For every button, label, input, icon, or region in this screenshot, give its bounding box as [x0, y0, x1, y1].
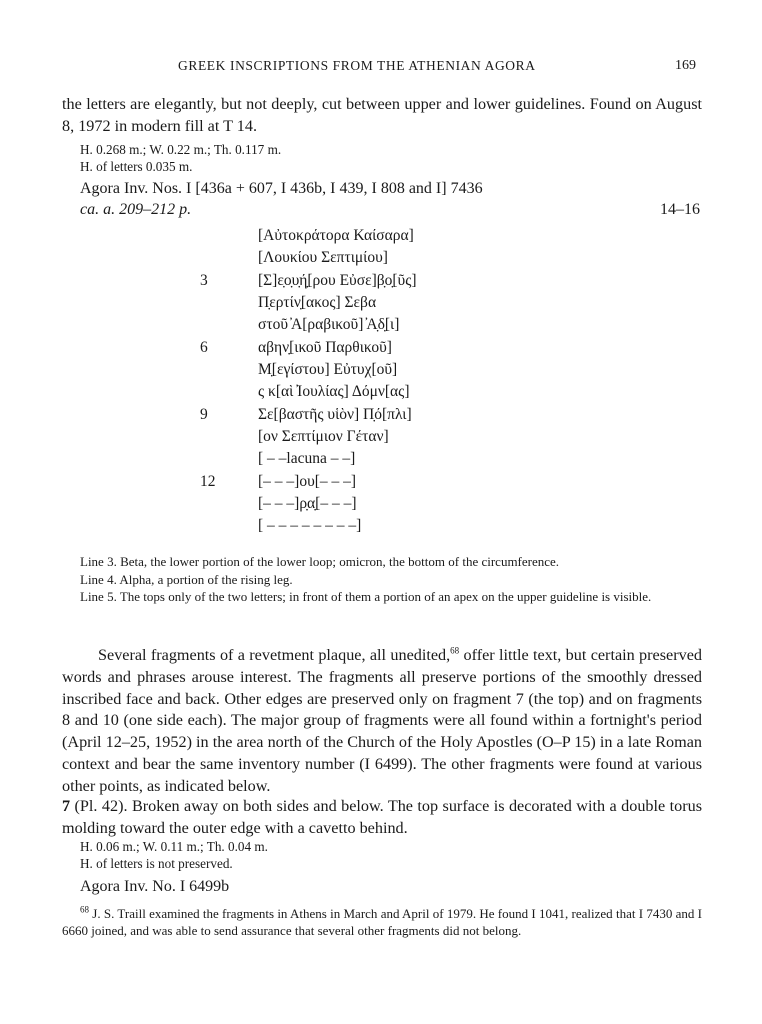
fragment-text: (Pl. 42). Broken away on both sides and below. The top surface is decorated with a double torus molding toward the outer edge with a cavetto behind.	[62, 797, 702, 837]
line-text: [Λουκίου Σεπτιμίου]	[258, 249, 388, 266]
inscription-line	[200, 227, 500, 249]
line-number: 9	[200, 406, 208, 423]
running-head: GREEK INSCRIPTIONS FROM THE ATHENIAN AGORA	[178, 58, 536, 73]
date-line: ca. a. 209–212 p.	[80, 201, 192, 218]
line-text: [ον Σεπτίμιον Γέταν]	[258, 428, 389, 445]
line-number: 12	[200, 473, 216, 490]
measurement-line: H. of letters 0.035 m.	[80, 159, 193, 174]
main-paragraph-rest: offer little text, but certain preserved words and phrases arouse interest. The fragments all preserve portions of the smoothly dressed inscribed face and back. Other edges are preserved only on fragment 7 (the top) and on fragments 8 and 10 (one side each). The major group of fragments were all found within a fortnight's period (April 12–25, 1952) in the area north of the Church of the Holy Apostles (O–P 15) in a late Roman context and bear the same inventory number (I 6499). The other fragments were found at various other points, as indicated below.	[62, 646, 702, 795]
line-text: [Αὐτοκράτορα Καίσαρα]	[258, 227, 414, 244]
fragment-number: 7	[62, 797, 71, 815]
measurement-line: H. 0.268 m.; W. 0.22 m.; Th. 0.117 m.	[80, 142, 282, 157]
footnote-marker: 68	[80, 904, 89, 915]
main-paragraph	[62, 645, 702, 798]
line-note: Line 4. Alpha, a portion of the rising leg.	[80, 571, 293, 587]
line-note: Line 5. The tops only of the two letters; in front of them a portion of an apex on the upper guideline is visible.	[80, 589, 652, 605]
inventory-number: Agora Inv. No. I 6499b	[80, 878, 230, 895]
footnote-text: J. S. Traill examined the fragments in Athens in March and April of 1979. He found I 1041, realized that I 7430 and I 6660 joined, and was able to send assurance that several other fragments did not belong.	[62, 906, 702, 938]
line-text: [ – –lacuna – –]	[258, 450, 356, 467]
measurements-block-1	[80, 141, 700, 175]
line-number: 6	[200, 339, 208, 356]
intro-paragraph: the letters are elegantly, but not deeply, cut between upper and lower guidelines. Found on August 8, 1972 in modern fill at T 14.	[62, 95, 702, 135]
line-note: Line 3. Beta, the lower portion of the lower loop; omicron, the bottom of the circumference.	[80, 554, 560, 569]
inscription-line	[200, 428, 500, 450]
measurements-block-2	[80, 838, 700, 872]
inventory-numbers: Agora Inv. Nos. I [436a + 607, I 436b, I 439, I 808 and I] 7436	[80, 180, 483, 197]
lines-range: 14–16	[660, 201, 700, 218]
line-text: στοῦ ̓Α[ραβικοῦ] ̓Α̣δ̣[ι]	[258, 316, 400, 333]
line-text: [Σ]ε̣ο̣υ̣ή̣[ρου Εὐσε]β̣ο̣[ῦς]	[258, 272, 417, 289]
line-text: αβην̣[ικοῦ Παρθικοῦ]	[258, 339, 392, 356]
footnote-68	[62, 905, 702, 939]
inscription-line	[200, 249, 500, 271]
inscription-line	[200, 383, 500, 405]
inscription-line	[200, 495, 500, 517]
line-text: ς κ[αὶ ̓Ιουλίας] Δόμν[ας]	[258, 383, 410, 400]
inscription-line	[200, 450, 500, 472]
inscription-line	[200, 272, 500, 294]
line-text: [ – – – – – – – –]	[258, 517, 362, 534]
page-number: 169	[675, 58, 696, 73]
inscription-line	[200, 517, 500, 539]
fragment-7-description	[62, 796, 702, 840]
inscription-line	[200, 294, 500, 316]
line-text: [– – –]ρ̣α̣[– – –]	[258, 495, 357, 512]
line-number: 3	[200, 272, 208, 289]
footnote-reference: 68	[450, 645, 460, 656]
page-header	[0, 58, 762, 80]
line-text: [– – –]ου[– – –]	[258, 473, 357, 490]
line-notes	[62, 553, 702, 606]
line-text: Π̣ερτίν̣[ακος] Σεβα	[258, 294, 377, 311]
inscription-line	[200, 406, 500, 428]
inscription-line	[200, 339, 500, 361]
inscription-line	[200, 361, 500, 383]
measurement-line: H. of letters is not preserved.	[80, 856, 233, 871]
inscription-line	[200, 473, 500, 495]
line-text: Σε[βαστῆς υἱὸν] Π̣ό[πλι]	[258, 406, 412, 423]
inscription-line	[200, 316, 500, 338]
measurement-line: H. 0.06 m.; W. 0.11 m.; Th. 0.04 m.	[80, 839, 268, 854]
main-paragraph-start: Several fragments of a revetment plaque, all unedited,	[98, 646, 451, 664]
line-text: Μ̣[εγίστου] Εὐτυχ[οῦ]	[258, 361, 398, 378]
